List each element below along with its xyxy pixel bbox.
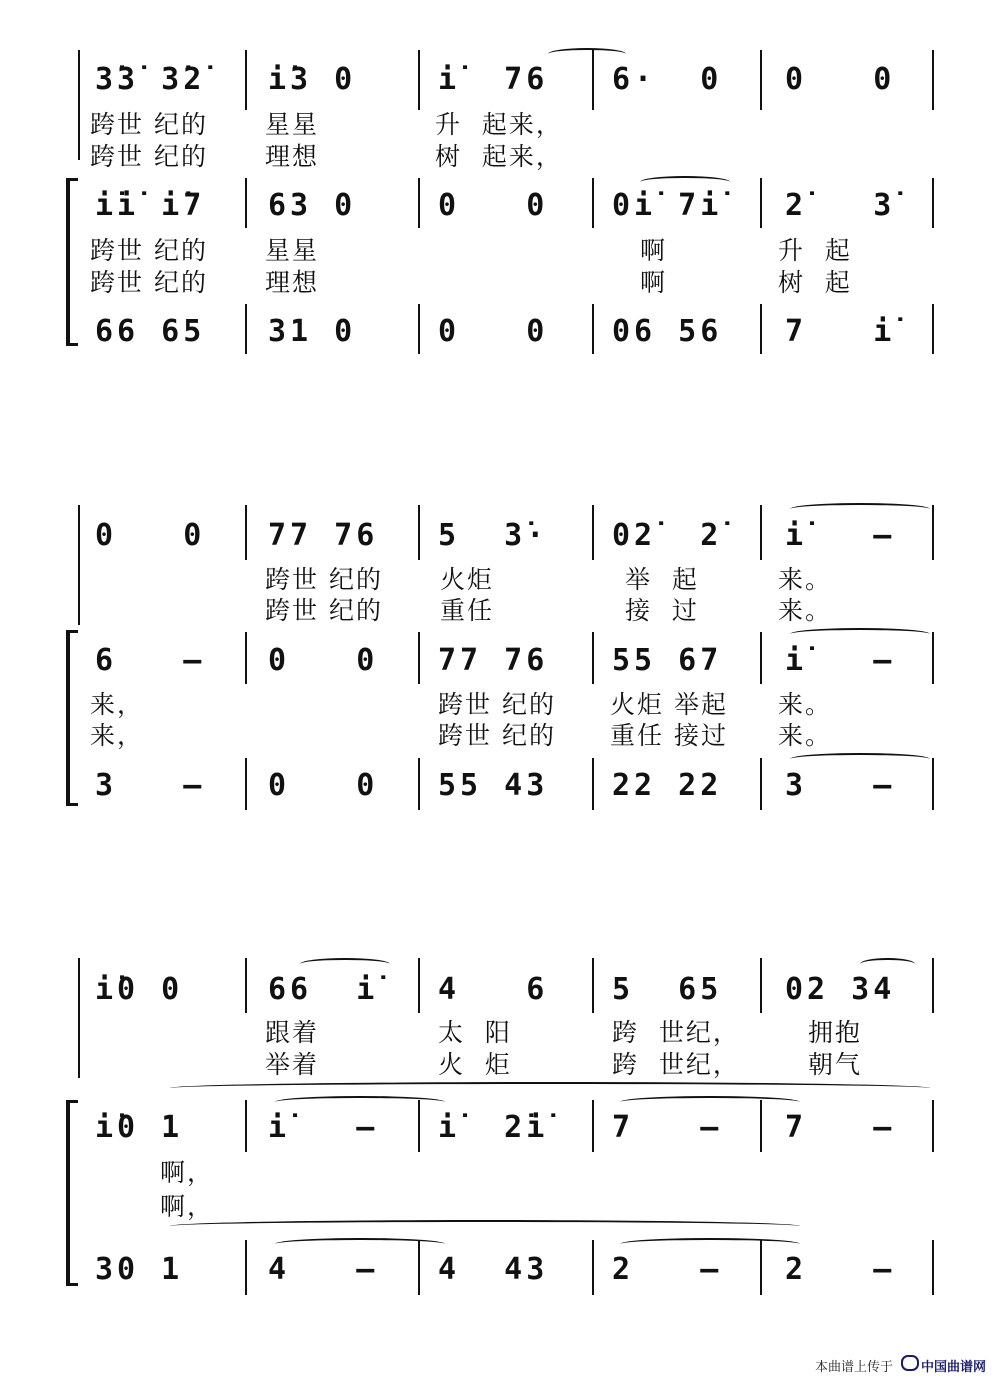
measure: 4 43: [438, 1252, 549, 1287]
barline: [418, 958, 420, 1013]
barline: [932, 958, 934, 1013]
barline: [760, 50, 762, 110]
measure: 5 65: [612, 972, 723, 1007]
barline: [418, 505, 420, 560]
barline: [78, 958, 80, 1078]
measure: 77 76: [268, 518, 379, 553]
lyric: 来，: [90, 721, 145, 750]
upload-footer: [815, 1355, 986, 1375]
measure: i̇i̇ i̇7: [95, 188, 206, 223]
measure: 0 0: [438, 188, 549, 223]
barline: [592, 632, 594, 684]
barline: [932, 50, 934, 110]
measure: i̇3 0: [268, 62, 357, 97]
measure: 06 56: [612, 314, 723, 349]
barline: [932, 1240, 934, 1295]
measure: 5 3̇·: [438, 518, 549, 553]
lyric: 太 阳: [438, 1018, 512, 1047]
measure: 7 i̇: [785, 314, 896, 349]
tie: [790, 628, 930, 640]
lyric: 跨世 纪的: [438, 721, 556, 750]
measure: 63 0: [268, 188, 357, 223]
lyric: 重任 接过: [610, 721, 728, 750]
barline: [760, 304, 762, 354]
measure: 0i̇ 7i̇: [612, 188, 723, 223]
lyric: 升 起: [778, 236, 852, 265]
barline: [245, 304, 247, 354]
barline: [245, 958, 247, 1013]
barline: [932, 632, 934, 684]
barline: [592, 1100, 594, 1152]
barline: [78, 505, 80, 625]
barline: [932, 505, 934, 560]
lyric: 跨世 纪的: [90, 142, 208, 171]
measure: 3 –: [95, 768, 206, 803]
tie: [620, 1238, 800, 1250]
barline: [418, 304, 420, 354]
measure: 4 6: [438, 972, 549, 1007]
slur: [860, 958, 915, 970]
measure: 2̇ 3̇: [785, 188, 896, 223]
barline: [592, 304, 594, 354]
measure: 7 –: [785, 1110, 896, 1145]
lyric: 火炬 举起: [610, 690, 728, 719]
lyric: 理想: [265, 142, 320, 171]
site-logo[interactable]: 中国曲谱网: [901, 1355, 986, 1375]
barline: [592, 758, 594, 810]
logo-icon: [901, 1355, 919, 1371]
lyric: 跟着: [265, 1018, 320, 1047]
measure: 2 –: [612, 1252, 723, 1287]
footer-text: 本曲谱上传于: [814, 1359, 893, 1375]
lyric: 来。: [778, 721, 833, 750]
measure: 77 76: [438, 643, 549, 678]
lyric: 树 起来，: [435, 142, 563, 171]
lyric: 星星: [265, 110, 320, 139]
barline: [245, 505, 247, 560]
lyric: 拥抱: [808, 1018, 863, 1047]
measure: 0 0: [95, 518, 206, 553]
lyric: 跨世 纪的: [438, 690, 556, 719]
measure: i̇0 1: [95, 1110, 184, 1145]
barline: [245, 1240, 247, 1295]
lyric: 来，: [90, 690, 145, 719]
barline: [760, 505, 762, 560]
lyric: 来。: [778, 596, 833, 625]
slur: [640, 176, 730, 188]
measure: i̇ 76: [438, 62, 549, 97]
lyric: 跨 世纪，: [612, 1050, 740, 1079]
measure: 22 22: [612, 768, 723, 803]
slur: [548, 48, 626, 60]
lyric: 理想: [265, 268, 320, 297]
barline: [418, 50, 420, 110]
measure: 66 65: [95, 314, 206, 349]
measure: 30 1: [95, 1252, 184, 1287]
measure: i̇ –: [785, 643, 896, 678]
lyric: 跨 世纪，: [612, 1018, 740, 1047]
measure: i̇ –: [785, 518, 896, 553]
lyric: 跨世 纪的: [90, 110, 208, 139]
lyric: 朝气: [808, 1050, 863, 1079]
measure: 6· 0: [612, 62, 723, 97]
lyric: 重任: [440, 596, 495, 625]
tie: [275, 1096, 445, 1108]
measure: 3 –: [785, 768, 896, 803]
barline: [760, 758, 762, 810]
lyric: 啊，: [160, 1192, 215, 1221]
lyric: 举 起: [625, 565, 699, 594]
lyric: 举着: [265, 1050, 320, 1079]
barline: [760, 178, 762, 228]
barline: [932, 304, 934, 354]
lyric: 树 起: [778, 268, 852, 297]
measure: 2 –: [785, 1252, 896, 1287]
barline: [932, 758, 934, 810]
lyric: 接 过: [625, 596, 699, 625]
measure: 55 67: [612, 643, 723, 678]
choir-bracket: [66, 178, 78, 346]
tie: [620, 1096, 800, 1108]
measure: 31 0: [268, 314, 357, 349]
slur: [300, 958, 390, 970]
barline: [592, 178, 594, 228]
lyric: 星星: [265, 236, 320, 265]
lyric: 啊: [640, 268, 668, 297]
lyric: 跨世 纪的: [265, 596, 383, 625]
lyric: 跨世 纪的: [90, 236, 208, 265]
lyric: 跨世 纪的: [90, 268, 208, 297]
choir-bracket: [66, 630, 78, 806]
measure: 0 0: [268, 643, 379, 678]
measure: 55 43: [438, 768, 549, 803]
tie: [275, 1238, 445, 1250]
barline: [932, 178, 934, 228]
barline: [245, 1100, 247, 1152]
measure: 7 –: [612, 1110, 723, 1145]
choir-bracket: [66, 1100, 78, 1286]
measure: i̇0 0: [95, 972, 184, 1007]
measure: 02̇ 2̇: [612, 518, 723, 553]
phrase-slur: [170, 1082, 930, 1094]
barline: [245, 758, 247, 810]
lyric: 啊，: [160, 1158, 215, 1187]
lyric: 火炬: [440, 565, 495, 594]
tie: [790, 753, 930, 765]
measure: 02 34: [785, 972, 896, 1007]
barline: [760, 632, 762, 684]
barline: [418, 758, 420, 810]
measure: 0 0: [268, 768, 379, 803]
lyric: 跨世 纪的: [265, 565, 383, 594]
measure: 4 –: [268, 1252, 379, 1287]
barline: [418, 178, 420, 228]
barline: [932, 1100, 934, 1152]
lyric: 来。: [778, 690, 833, 719]
tie: [790, 503, 930, 515]
barline: [245, 178, 247, 228]
barline: [245, 50, 247, 110]
barline: [245, 632, 247, 684]
lyric: 火 炬: [438, 1050, 512, 1079]
measure: i̇ 2̇i̇: [438, 1110, 549, 1145]
measure: 66 i̇: [268, 972, 379, 1007]
barline: [592, 505, 594, 560]
barline: [592, 1240, 594, 1295]
lyric: 升 起来，: [435, 110, 563, 139]
measure: 3̇3̇ 3̇2̇: [95, 62, 206, 97]
barline: [418, 632, 420, 684]
lyric: 来。: [778, 565, 833, 594]
barline: [78, 50, 80, 160]
measure: 0 0: [785, 62, 896, 97]
measure: 6 –: [95, 643, 206, 678]
measure: i̇ –: [268, 1110, 379, 1145]
lyric: 啊: [640, 236, 668, 265]
barline: [760, 958, 762, 1013]
measure: 0 0: [438, 314, 549, 349]
phrase-slur: [170, 1220, 800, 1232]
barline: [592, 958, 594, 1013]
